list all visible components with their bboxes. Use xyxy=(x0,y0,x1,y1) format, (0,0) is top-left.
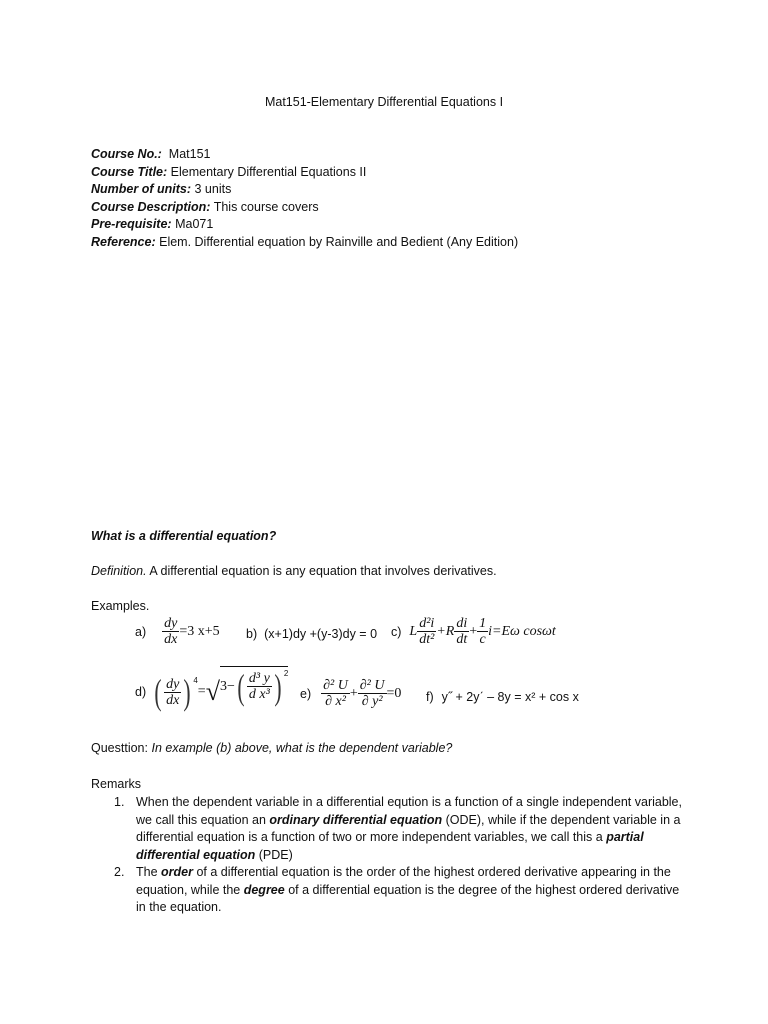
example-a-denominator: dx xyxy=(164,632,178,647)
right-paren-icon: ) xyxy=(183,672,191,712)
example-e-denominator-1: ∂ x² xyxy=(325,694,346,709)
units-line xyxy=(91,181,231,199)
description-label: Course Description: xyxy=(91,199,211,214)
example-c-R: +R xyxy=(436,623,455,639)
remark-2-text-e: of a differential equation is the degree of the highest ordered derivative in the equation. xyxy=(136,882,680,914)
example-a-fraction xyxy=(162,616,179,647)
question-line xyxy=(91,740,452,758)
course-number-value: Mat151 xyxy=(168,147,211,161)
example-d-inner-power: 2 xyxy=(283,668,289,678)
section-heading: What is a differential equation? xyxy=(91,529,277,543)
examples-label: Examples. xyxy=(91,599,150,613)
example-e-label: e) xyxy=(300,686,312,701)
example-d-radicand xyxy=(220,666,288,705)
remark-2-term-degree: degree xyxy=(243,882,285,897)
example-f-label: f) xyxy=(426,690,434,704)
example-d-numerator: dy xyxy=(166,676,180,692)
example-e-numerator-2: ∂² U xyxy=(359,678,385,693)
example-d-power: 4 xyxy=(193,676,198,685)
example-b-equation: (x+1)dy +(y-3)dy = 0 xyxy=(264,627,378,641)
example-e xyxy=(300,678,401,709)
example-e-fraction-1 xyxy=(321,678,350,709)
remark-1-term-pde: partial differential equation xyxy=(136,830,644,862)
remarks-list xyxy=(91,794,691,917)
left-paren-inner-icon: ( xyxy=(237,666,245,707)
example-d-label: d) xyxy=(135,685,147,699)
remark-1-text-c: (ODE), while if the dependent variable in a differential equation is a function of two or more independent variables, we call this a xyxy=(136,812,681,844)
right-paren-inner-icon: ) xyxy=(274,666,282,707)
example-c-fraction-3 xyxy=(477,616,488,647)
prerequisite-line xyxy=(91,216,213,234)
example-f xyxy=(426,690,579,704)
example-e-numerator-1: ∂² U xyxy=(323,678,348,693)
question-label: Questtion: xyxy=(91,741,148,755)
remark-1-text-a: When the dependent variable in a differential eqution is a function of a single independent variable, we call this equation an xyxy=(136,795,682,827)
remarks-heading: Remarks xyxy=(91,777,142,791)
example-e-rest: =0 xyxy=(386,685,402,701)
example-c-numerator-1: d²i xyxy=(419,616,435,631)
example-a-label: a) xyxy=(135,624,147,639)
question-text: In example (b) above, what is the dependent variable? xyxy=(151,741,453,755)
remark-2-number: 2. xyxy=(114,865,125,879)
reference-value: Elem. Differential equation by Rainville and Bedient (Any Edition) xyxy=(159,234,519,249)
example-c xyxy=(391,616,556,647)
units-label: Number of units: xyxy=(91,182,191,196)
example-c-denominator-2: dt xyxy=(456,632,468,647)
prerequisite-label: Pre-requisite: xyxy=(91,217,172,231)
example-a-rest: =3 x+5 xyxy=(179,623,220,639)
example-d-equals: = xyxy=(197,684,206,699)
example-c-rest: i=Eω cosωt xyxy=(488,623,556,639)
example-d-denominator: dx xyxy=(166,692,180,708)
example-c-numerator-3: 1 xyxy=(479,616,487,631)
example-c-denominator-1: dt² xyxy=(419,632,435,647)
example-d xyxy=(135,666,289,712)
reference-label: Reference: xyxy=(91,234,156,249)
example-e-fraction-2 xyxy=(358,678,387,709)
example-c-numerator-2: di xyxy=(456,616,468,631)
remark-1-number: 1. xyxy=(114,795,125,809)
course-title-label: Course Title: xyxy=(91,164,168,179)
example-e-denominator-2: ∂ y² xyxy=(361,694,383,709)
example-c-label: c) xyxy=(391,624,402,639)
definition-line xyxy=(91,563,497,581)
example-c-denominator-3: c xyxy=(479,632,486,647)
example-f-equation: y˝ + 2yˊ – 8y = x² + cos x xyxy=(441,690,579,704)
example-c-fraction-1 xyxy=(417,616,436,647)
example-c-fraction-2 xyxy=(454,616,469,647)
remark-2-text-a: The xyxy=(136,865,162,879)
prerequisite-value: Ma071 xyxy=(175,217,214,231)
example-d-inner-numerator: d³ y xyxy=(248,671,270,686)
left-paren-icon: ( xyxy=(154,672,162,712)
remark-2-term-order: order xyxy=(161,865,193,879)
reference-line xyxy=(91,234,518,252)
description-value: This course covers xyxy=(213,199,319,214)
remark-item-1 xyxy=(91,794,691,864)
course-title-line xyxy=(91,164,366,182)
definition-label: Definition. xyxy=(91,564,147,578)
example-a xyxy=(135,616,220,647)
example-e-plus: + xyxy=(349,685,358,701)
description-line xyxy=(91,199,319,217)
remark-2-text-c: of a differential equation is the order of the highest ordered derivative appearing in the equation, while the xyxy=(136,865,671,897)
example-d-fraction xyxy=(164,677,181,708)
page-title: Mat151-Elementary Differential Equations I xyxy=(264,95,504,109)
example-d-inner-fraction xyxy=(247,671,272,702)
sqrt-icon: √ xyxy=(205,677,220,706)
example-a-numerator: dy xyxy=(164,616,178,631)
units-value: 3 units xyxy=(194,182,232,196)
course-title-value: Elementary Differential Equations II xyxy=(170,164,367,179)
example-c-plus: + xyxy=(469,623,478,639)
example-b xyxy=(246,627,377,641)
example-d-inner-denominator: d x³ xyxy=(248,687,270,702)
remark-1-text-e: (PDE) xyxy=(255,847,293,862)
course-number-line xyxy=(91,146,211,164)
example-d-three: 3− xyxy=(219,678,235,694)
definition-text: A differential equation is any equation that involves derivatives. xyxy=(149,564,497,578)
remark-1-term-ode: ordinary differential equation xyxy=(269,812,443,827)
example-c-L: L xyxy=(409,623,418,639)
course-number-label: Course No.: xyxy=(91,147,162,161)
example-b-label: b) xyxy=(246,627,258,641)
remark-item-2 xyxy=(91,864,691,917)
